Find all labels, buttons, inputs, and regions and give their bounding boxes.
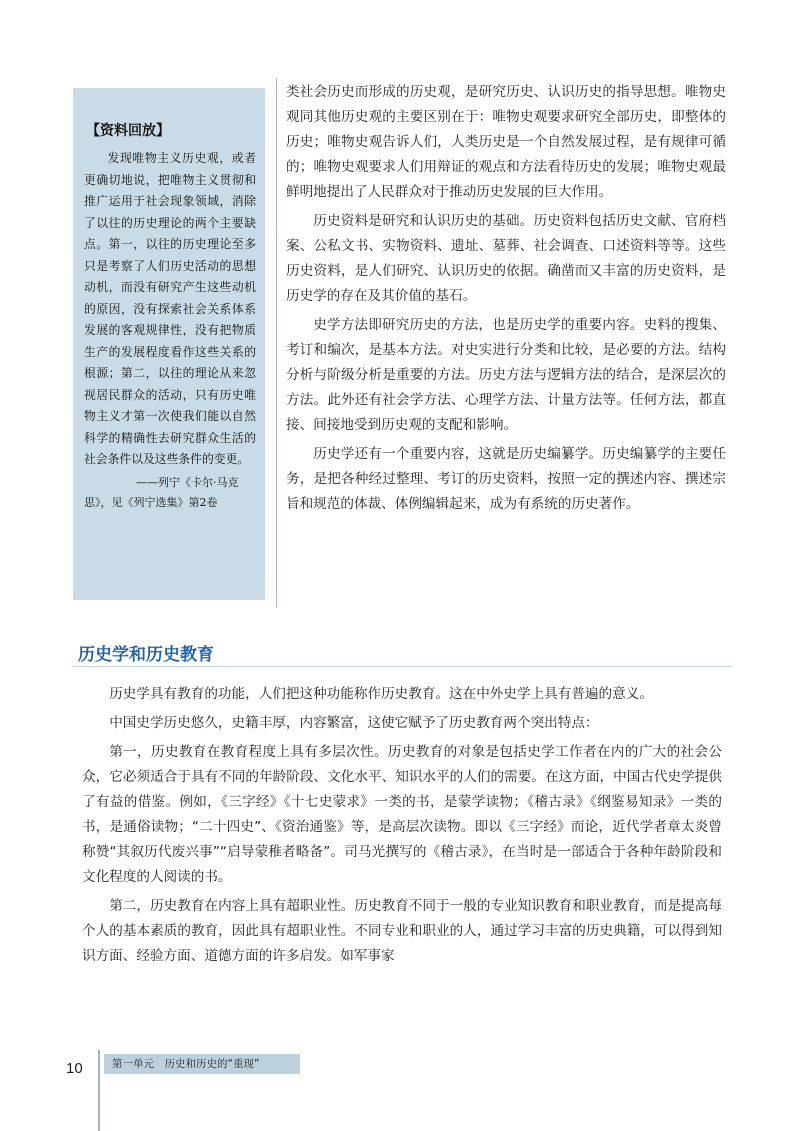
heading-underline (73, 666, 733, 667)
sidebar-material-review (78, 96, 260, 513)
paragraph: 史学方法即研究历史的方法，也是历史学的重要内容。史料的搜集、考订和编次，是基本方法。对史实进行分类和比较，是必要的方法。结构分析与阶级分析是重要的方法。历史方法与逻辑方法的结合，是深层次的方法。此外还有社会学方法、心理学方法、计量方法等。任何方法，都直接、间接地受到历史观的支配和影响。 (286, 317, 726, 433)
section-heading: 历史学和历史教育 (78, 645, 214, 665)
paragraph: 历史学具有教育的功能，人们把这种功能称作历史教育。这在中外史学上具有普遍的意义。 (109, 686, 653, 702)
paragraph: 历史资料是研究和认识历史的基础。历史资料包括历史文献、官府档案、公私文书、实物资料、遗址、墓葬、社会调查、口述资料等等。这些历史资料，是人们研究、认识历史的依据。确凿而又丰富的历史资料，是历史学的存在及其价值的基石。 (286, 213, 726, 304)
column-divider (276, 78, 277, 608)
page-number: 10 (66, 1060, 83, 1077)
sidebar-citation (84, 473, 256, 513)
sidebar-quote-text: 发现唯物主义历史观，或者更确切地说，把唯物主义贯彻和推广运用于社会现象领域，消除了以往的历史理论的两个主要缺点。第一，以往的历史理论至多只是考察了人们历史活动的思想动机，而没有研究产生这些动机的原因，没有探索社会关系体系发展的客观规律性，没有把物质生产的发展程度看作这些关系的根源；第二，以往的理论从来忽视居民群众的活动，只有历史唯物主义才第一次使我们能以自然科学的精确性去研究群众生活的社会条件以及这些条件的变更。 (84, 151, 256, 466)
sidebar-title: 【资料回放】 (86, 123, 170, 139)
footer-unit-label: 第一单元 历史和历史的“重现” (104, 1054, 300, 1074)
paragraph: 类社会历史而形成的历史观，是研究历史、认识历史的指导思想。唯物史观同其他历史观的主要区别在于：唯物史观要求研究全部历史，即整体的历史；唯物史观告诉人们，人类历史是一个自然发展过程，是有规律可循的；唯物史观要求人们用辩证的观点和方法看待历史的发展；唯物史观最鲜明地提出了人民群众对于推动历史发展的巨大作用。 (286, 84, 726, 200)
paragraph: 第二，历史教育在内容上具有超职业性。历史教育不同于一般的专业知识教育和职业教育，而是提高每个人的基本素质的教育，因此具有超职业性。不同专业和职业的人，通过学习丰富的历史典籍，可以得到知识方面、经验方面、道德方面的许多启发。如军事家 (82, 898, 722, 964)
footer-vertical-rule (98, 1050, 100, 1131)
paragraph: 中国史学历史悠久，史籍丰厚，内容繁富，这使它赋予了历史教育两个突出特点： (109, 715, 599, 731)
citation-line-1: ——列宁《卡尔·马克 (136, 475, 239, 489)
citation-line-2: 思》，见《列宁选集》第2卷 (84, 495, 218, 509)
bottom-text-column (82, 678, 722, 969)
top-text-column (286, 80, 726, 517)
paragraph: 历史学还有一个重要内容，这就是历史编纂学。历史编纂学的主要任务，是把各种经过整理、考订的历史资料，按照一定的撰述内容、撰述宗旨和规范的体裁、体例编辑起来，成为有系统的历史著作。 (286, 446, 726, 512)
paragraph: 第一，历史教育在教育程度上具有多层次性。历史教育的对象是包括史学工作者在内的广大的社会公众，它必须适合于具有不同的年龄阶段、文化水平、知识水平的人们的需要。在这方面，中国古代史学提供了有益的借鉴。例如，《三字经》《十七史蒙求》一类的书，是蒙学读物；《稽古录》《纲鉴易知录》一类的书，是通俗读物；“二十四史”、《资治通鉴》等，是高层次读物。即以《三字经》而论，近代学者章太炎曾称赞“其叙历代废兴事”“启导蒙稚者略备”。司马光撰写的《稽古录》，在当时是一部适合于各种年龄阶段和文化程度的人阅读的书。 (82, 744, 722, 885)
